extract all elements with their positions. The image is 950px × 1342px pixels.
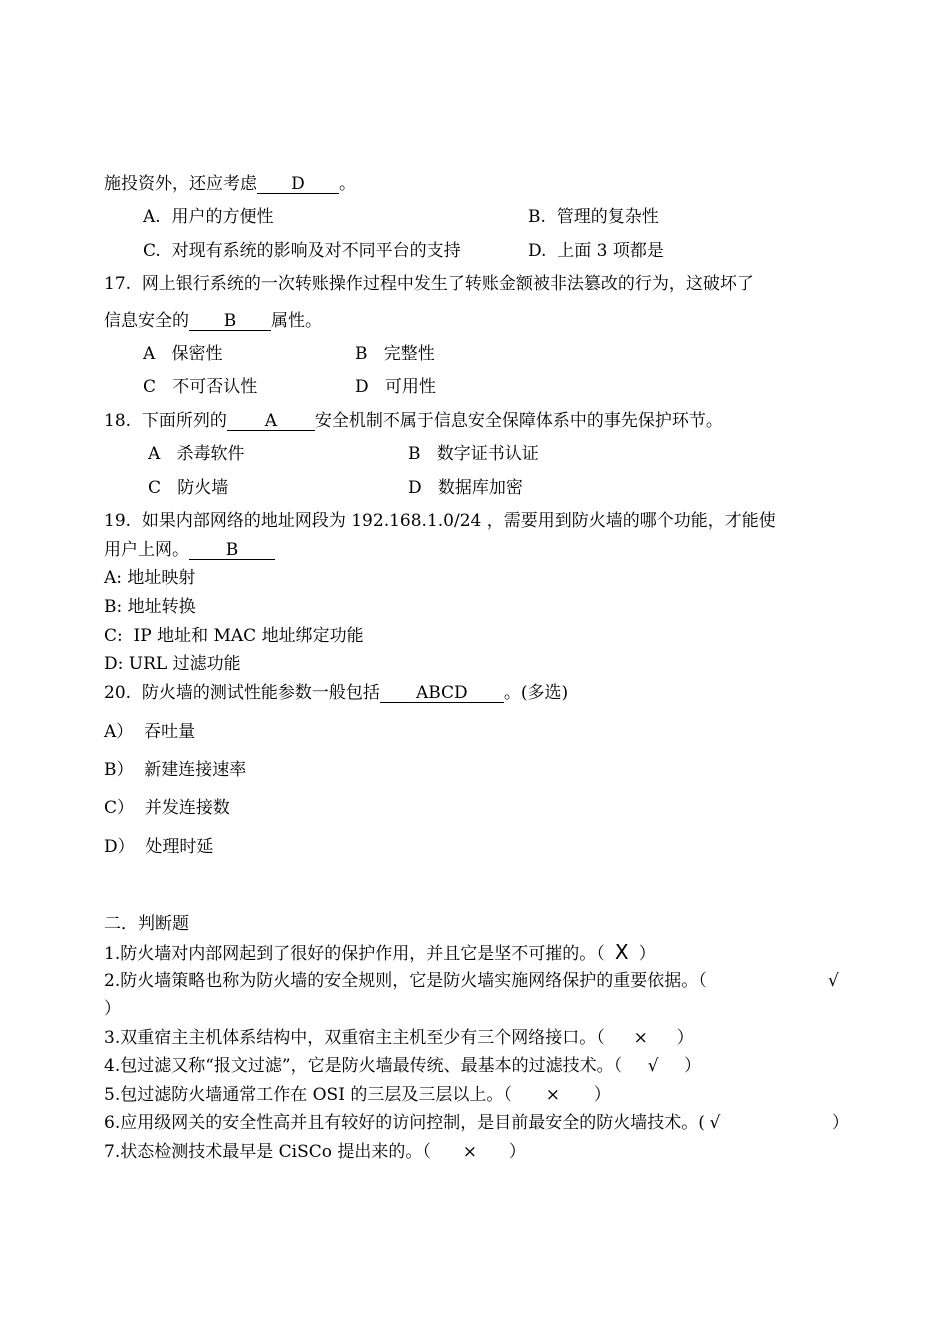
q19-option-d: D: URL 过滤功能 — [104, 654, 241, 674]
q20-answer: ABCD — [380, 684, 504, 703]
q19-option-a: A: 地址映射 — [104, 568, 196, 588]
q20-option-d: D） 处理时延 — [104, 837, 214, 857]
q19-question-line2: 用户上网。 B — [104, 539, 275, 561]
q18-option-c: C 防火墙 — [148, 478, 229, 498]
tf-mark-6: √ — [709, 1113, 721, 1133]
tf-mark-2: √ — [828, 971, 839, 991]
tf-item-6: 6.应用级网关的安全性高并且有较好的访问控制，是目前最安全的防火墙技术。( √ — [104, 1112, 725, 1134]
tf-item-4: 4.包过滤又称“报文过滤”，它是防火墙最传统、最基本的过滤技术。（ √ ） — [104, 1056, 702, 1076]
tf-item-3: 3.双重宿主主机体系结构中，双重宿主主机至少有三个网络接口。（ × ） — [104, 1028, 694, 1048]
q17-option-b: B 完整性 — [355, 344, 435, 364]
q18-question: 18. 下面所列的 A 安全机制不属于信息安全保障体系中的事先保护环节。 — [104, 411, 723, 431]
q16-option-b: B. 管理的复杂性 — [528, 207, 659, 227]
tf-mark-1: X — [614, 940, 629, 964]
q20-option-a: A） 吞吐量 — [104, 722, 196, 742]
q16-option-d: D. 上面 3 项都是 — [528, 241, 664, 261]
q20-option-b: B） 新建连接速率 — [104, 760, 247, 780]
tf-item-7: 7.状态检测技术最早是 CiSCo 提出来的。（ × ） — [104, 1142, 526, 1162]
q20-option-c: C） 并发连接数 — [104, 798, 230, 818]
section-heading: 二．判断题 — [104, 914, 189, 934]
q17-question-line2: 信息安全的 B 属性。 — [104, 311, 322, 331]
tf-item-2: 2.防火墙策略也称为防火墙的安全规则，它是防火墙实施网络保护的重要依据。（ — [104, 971, 707, 991]
tf-item-5: 5.包过滤防火墙通常工作在 OSI 的三层及三层以上。（ × ） — [104, 1085, 611, 1105]
tf-mark-7: × — [462, 1142, 477, 1162]
q20-question: 20. 防火墙的测试性能参数一般包括 ABCD 。(多选) — [104, 683, 569, 703]
q18-option-b: B 数字证书认证 — [408, 444, 539, 464]
q17-option-a: A 保密性 — [143, 344, 223, 364]
q19-answer: B — [189, 541, 275, 560]
q19-option-c: C: IP 地址和 MAC 地址绑定功能 — [104, 626, 364, 646]
q17-option-c: C 不可否认性 — [143, 377, 258, 397]
q16-continuation: 施投资外，还应考虑 D 。 — [104, 174, 356, 194]
tf-mark-4: √ — [647, 1056, 659, 1076]
q19-option-b: B: 地址转换 — [104, 597, 196, 617]
q17-question-line1: 17. 网上银行系统的一次转账操作过程中发生了转账金额被非法篡改的行为，这破坏了 — [104, 274, 754, 294]
tf-item-1: 1.防火墙对内部网起到了很好的保护作用，并且它是坚不可摧的。（ X ） — [104, 940, 656, 964]
tf-mark-3: × — [633, 1028, 648, 1048]
tf-item-6-close: ） — [832, 1113, 849, 1133]
q16-answer: D — [257, 175, 339, 194]
q18-answer: A — [227, 412, 315, 431]
q18-option-d: D 数据库加密 — [408, 478, 523, 498]
q16-option-c: C. 对现有系统的影响及对不同平台的支持 — [143, 241, 461, 261]
q17-option-d: D 可用性 — [355, 377, 436, 397]
tf-mark-5: × — [545, 1085, 560, 1105]
q18-option-a: A 杀毒软件 — [148, 444, 245, 464]
tf-item-2-close: ） — [104, 999, 121, 1019]
q17-answer: B — [189, 312, 271, 331]
q16-option-a: A. 用户的方便性 — [143, 207, 274, 227]
q19-question-line1: 19. 如果内部网络的地址网段为 192.168.1.0/24 ，需要用到防火墙的哪个功能，才能使 — [104, 511, 776, 531]
